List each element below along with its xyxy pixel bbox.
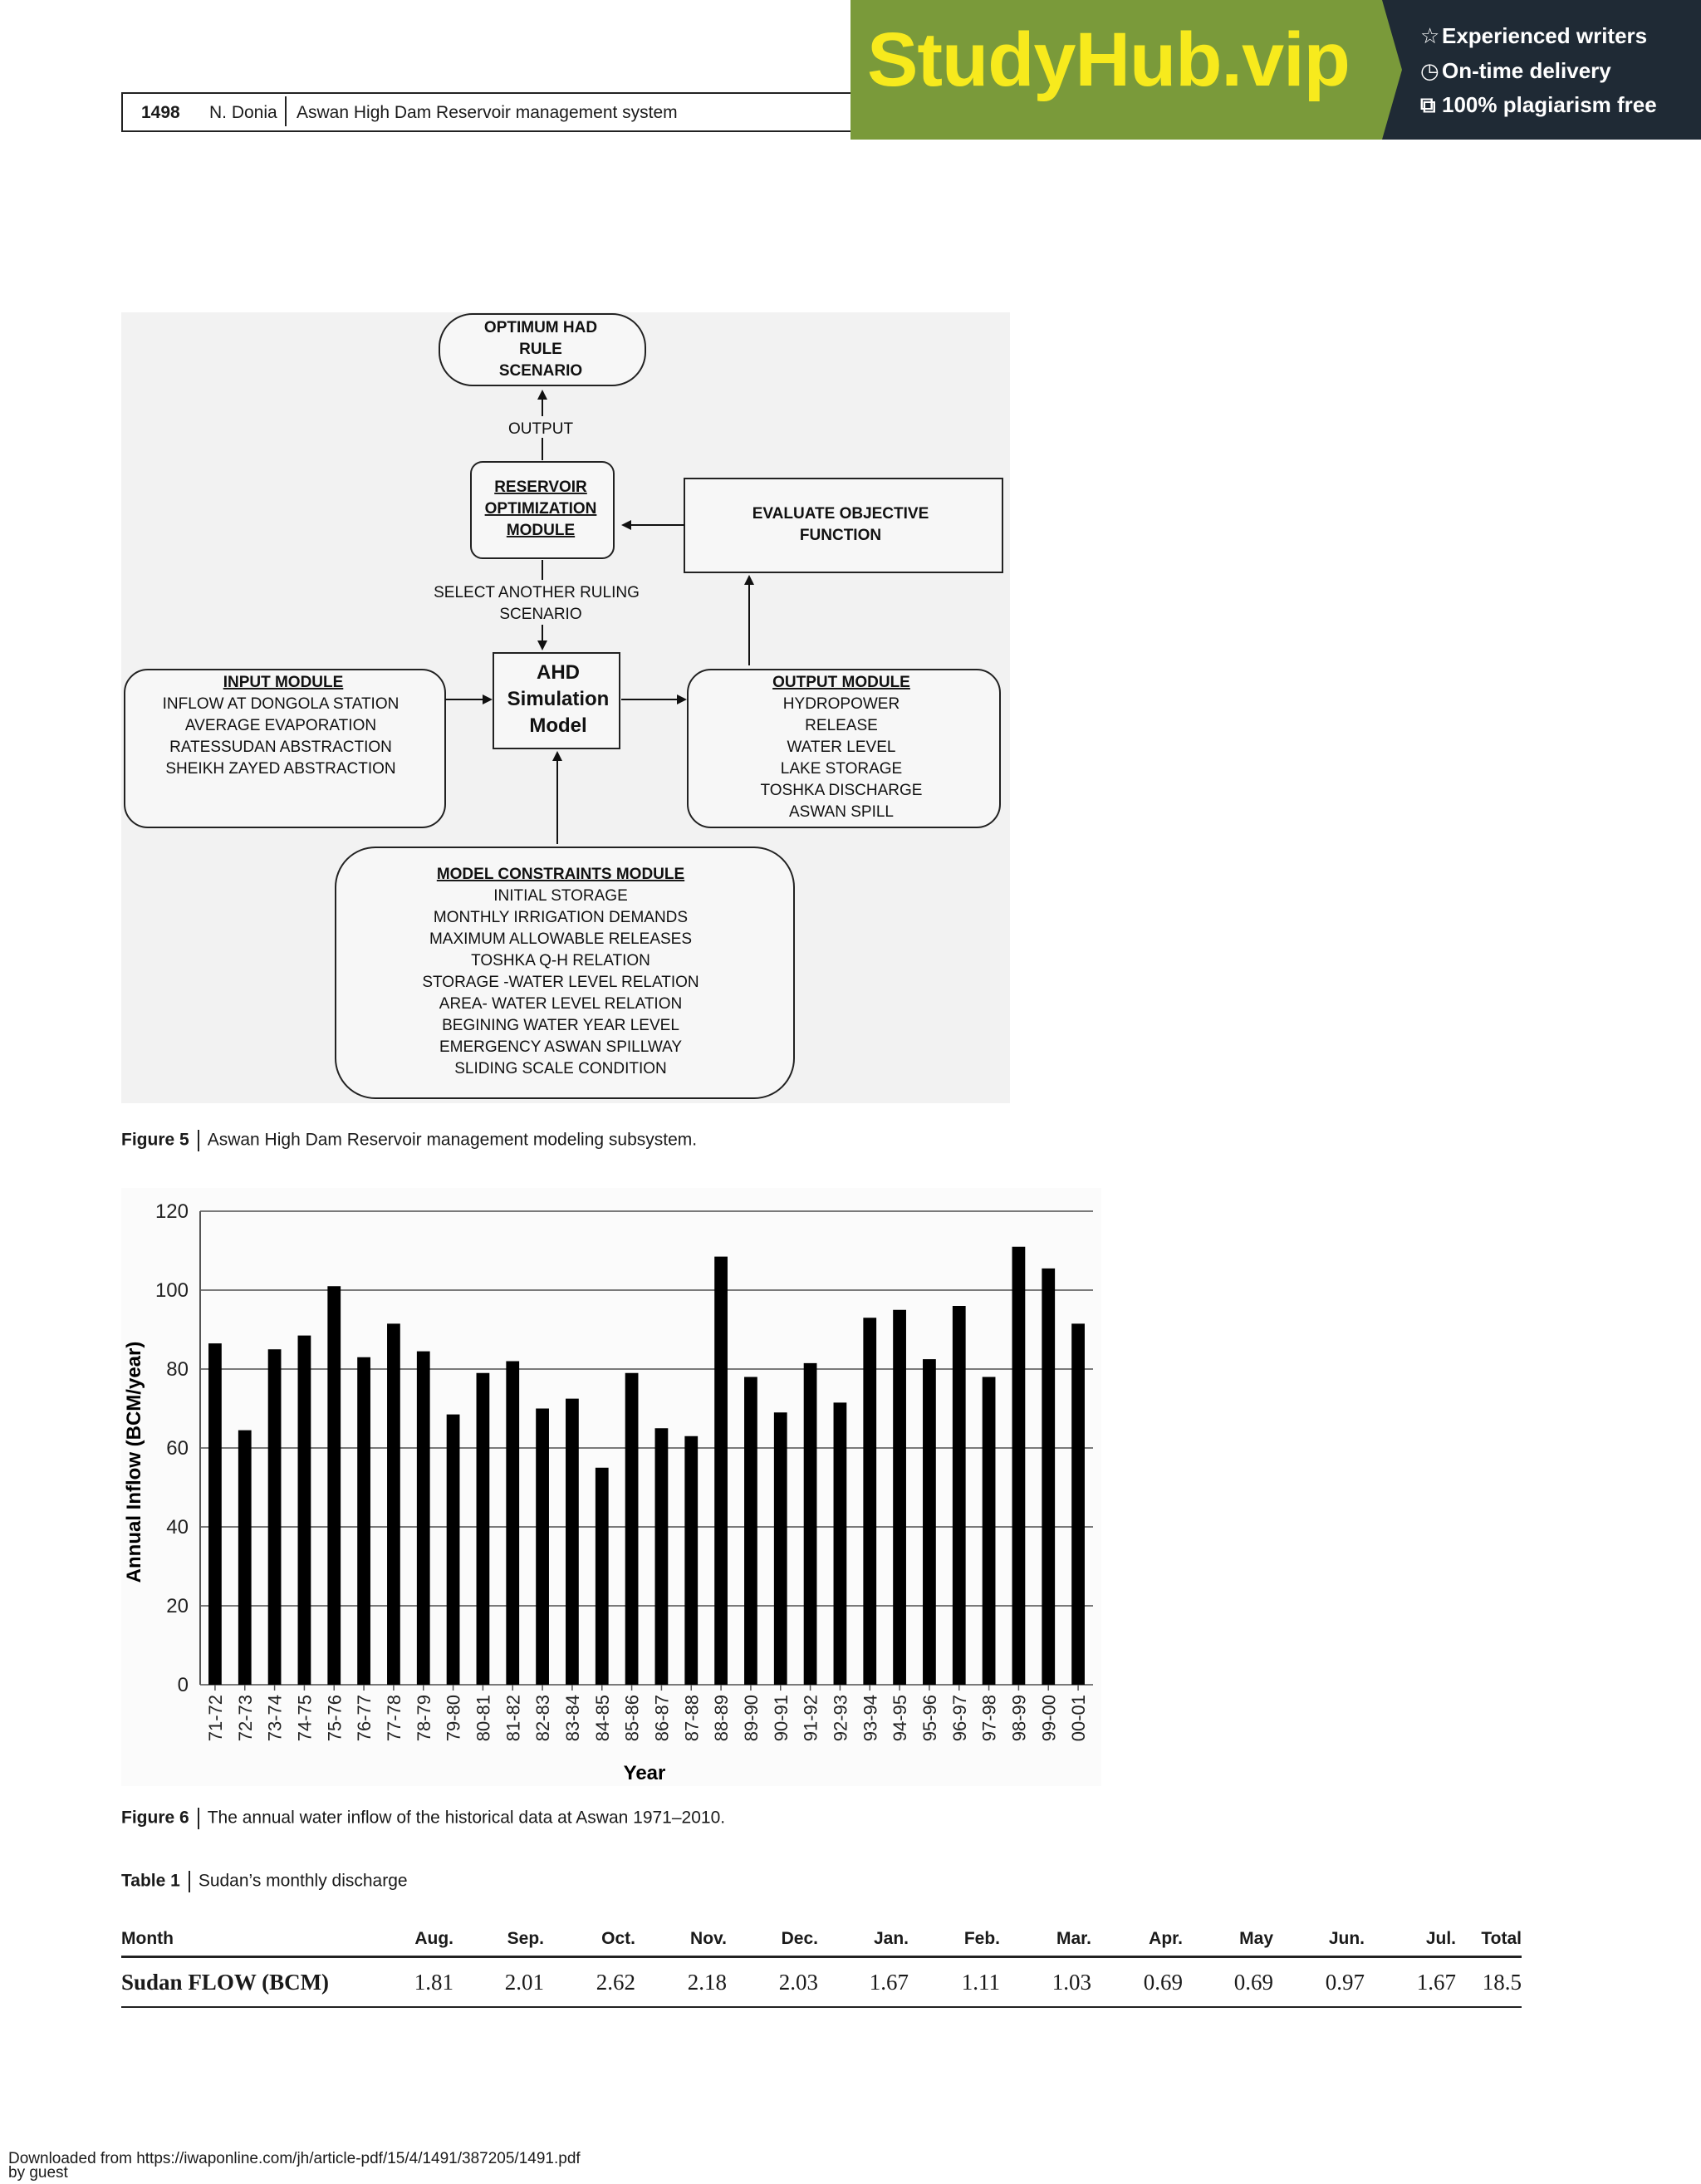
x-tick-label: 83-84 bbox=[561, 1695, 583, 1742]
table-header-cell: Total bbox=[1481, 1929, 1522, 1948]
bar bbox=[684, 1436, 698, 1685]
x-tick-label: 91-92 bbox=[800, 1695, 821, 1742]
bar bbox=[714, 1257, 728, 1685]
table-row-label: Sudan FLOW (BCM) bbox=[121, 1970, 330, 1995]
table-header-cell: Jan. bbox=[873, 1929, 909, 1948]
bar bbox=[477, 1373, 490, 1685]
table1-caption-label: Table 1 bbox=[121, 1871, 180, 1891]
x-tick-label: 95-96 bbox=[919, 1695, 940, 1742]
figure5-caption bbox=[121, 1130, 697, 1151]
output-module-item: RELEASE bbox=[805, 717, 878, 734]
x-tick-label: 76-77 bbox=[354, 1695, 375, 1742]
input-module-title: INPUT MODULE bbox=[223, 674, 344, 691]
input-module-item: RATESSUDAN ABSTRACTION bbox=[169, 739, 392, 756]
table-cell: 2.18 bbox=[687, 1970, 727, 1995]
y-tick-label: 40 bbox=[166, 1516, 189, 1539]
output-module-item: HYDROPOWER bbox=[782, 695, 900, 713]
table-cell: 2.62 bbox=[596, 1970, 635, 1995]
table-header-cell: Jun. bbox=[1328, 1929, 1365, 1948]
x-tick-label: 85-86 bbox=[621, 1695, 643, 1742]
bar bbox=[536, 1409, 549, 1686]
evaluate-line: FUNCTION bbox=[799, 527, 882, 544]
table-header-cell: Dec. bbox=[781, 1929, 818, 1948]
x-tick-label: 99-00 bbox=[1038, 1695, 1060, 1742]
table-header-cell: Nov. bbox=[690, 1929, 727, 1948]
evaluate-line: EVALUATE OBJECTIVE bbox=[752, 505, 929, 523]
table-header-cell: Oct. bbox=[601, 1929, 635, 1948]
figure5-caption-text: Aswan High Dam Reservoir management modeling subsystem. bbox=[207, 1130, 698, 1150]
table-cell: 1.11 bbox=[961, 1970, 1000, 1995]
x-axis-label: Year bbox=[623, 1762, 666, 1784]
bar bbox=[625, 1373, 639, 1685]
y-tick-label: 120 bbox=[154, 1200, 189, 1223]
optimization-line: RESERVOIR bbox=[494, 479, 587, 496]
x-tick-label: 73-74 bbox=[264, 1695, 286, 1742]
constraints-item: MONTHLY IRRIGATION DEMANDS bbox=[433, 909, 689, 926]
x-tick-label: 96-97 bbox=[949, 1695, 970, 1742]
constraints-item: BEGINING WATER YEAR LEVEL bbox=[442, 1017, 679, 1034]
table-cell: 2.01 bbox=[504, 1970, 544, 1995]
x-tick-label: 90-91 bbox=[770, 1695, 792, 1742]
output-module-item: WATER LEVEL bbox=[787, 739, 896, 756]
x-tick-label: 72-73 bbox=[234, 1695, 256, 1742]
table-cell: 0.97 bbox=[1325, 1970, 1365, 1995]
x-tick-label: 92-93 bbox=[830, 1695, 851, 1742]
table1-caption bbox=[121, 1871, 408, 1892]
bar bbox=[863, 1318, 876, 1685]
bar bbox=[357, 1357, 370, 1685]
bar bbox=[893, 1310, 906, 1685]
constraints-item: TOSHKA Q-H RELATION bbox=[471, 952, 650, 969]
x-tick-label: 74-75 bbox=[294, 1695, 316, 1742]
running-head-title: Aswan High Dam Reservoir management system bbox=[297, 103, 678, 122]
bar bbox=[1071, 1323, 1085, 1685]
y-tick-label: 60 bbox=[166, 1437, 189, 1460]
footer-line: Downloaded from https://iwaponline.com/jh/article-pdf/15/4/1491/387205/1491.pdf bbox=[8, 2150, 581, 2167]
ad-banner[interactable] bbox=[850, 0, 1701, 140]
bar bbox=[327, 1286, 341, 1685]
x-tick-label: 00-01 bbox=[1068, 1695, 1090, 1742]
table1-caption-text: Sudan’s monthly discharge bbox=[198, 1871, 408, 1891]
x-tick-label: 98-99 bbox=[1008, 1695, 1030, 1742]
table-header-row bbox=[121, 1919, 1522, 1958]
x-tick-label: 97-98 bbox=[978, 1695, 1000, 1742]
table-cell: 1.03 bbox=[1051, 1970, 1091, 1995]
running-head-author: N. Donia bbox=[209, 103, 277, 122]
clock-icon: ◷ bbox=[1420, 58, 1439, 83]
bar bbox=[1012, 1247, 1026, 1685]
table-header-cell: May bbox=[1239, 1929, 1273, 1948]
bar bbox=[923, 1359, 936, 1685]
table-header-cell: Feb. bbox=[963, 1929, 1000, 1948]
constraints-item: STORAGE -WATER LEVEL RELATION bbox=[422, 974, 699, 991]
x-tick-label: 79-80 bbox=[443, 1695, 464, 1742]
bar bbox=[238, 1431, 252, 1685]
bar bbox=[655, 1428, 669, 1685]
x-tick-label: 89-90 bbox=[740, 1695, 762, 1742]
bar bbox=[804, 1363, 817, 1685]
table-header-cell: Month bbox=[121, 1929, 174, 1948]
table-cell: 1.67 bbox=[869, 1970, 909, 1995]
select-line: SCENARIO bbox=[499, 606, 582, 623]
x-tick-label: 82-83 bbox=[532, 1695, 554, 1742]
caption-divider bbox=[198, 1130, 199, 1151]
simulation-line: Simulation bbox=[507, 688, 610, 710]
x-tick-label: 80-81 bbox=[473, 1695, 494, 1742]
constraints-title: MODEL CONSTRAINTS MODULE bbox=[436, 866, 685, 883]
constraints-item: EMERGENCY ASWAN SPILLWAY bbox=[439, 1038, 683, 1056]
x-tick-label: 88-89 bbox=[711, 1695, 733, 1742]
constraints-item: SLIDING SCALE CONDITION bbox=[454, 1060, 667, 1077]
x-tick-label: 75-76 bbox=[324, 1695, 346, 1742]
bar bbox=[953, 1306, 966, 1685]
bar bbox=[774, 1412, 787, 1685]
input-module-item: SHEIKH ZAYED ABSTRACTION bbox=[165, 760, 396, 778]
figure6-chart bbox=[121, 1188, 1101, 1786]
figure6-caption bbox=[121, 1808, 725, 1829]
figure6-caption-text: The annual water inflow of the historical data at Aswan 1971–2010. bbox=[207, 1808, 726, 1828]
table-cell: 1.81 bbox=[414, 1970, 453, 1995]
ad-banner-line: ◷ On-time delivery bbox=[1420, 58, 1611, 83]
footer-line: by guest bbox=[8, 2164, 68, 2182]
x-tick-label: 81-82 bbox=[502, 1695, 524, 1742]
x-tick-label: 87-88 bbox=[681, 1695, 703, 1742]
bar bbox=[208, 1343, 222, 1685]
ad-banner-arrow bbox=[1382, 0, 1402, 140]
download-footer bbox=[8, 2152, 581, 2180]
x-tick-label: 71-72 bbox=[204, 1695, 226, 1742]
ad-banner-line: ☆ Experienced writers bbox=[1420, 23, 1648, 48]
bar bbox=[983, 1377, 996, 1686]
bar bbox=[566, 1399, 579, 1685]
table-cell: 0.69 bbox=[1233, 1970, 1273, 1995]
table-header-cell: Aug. bbox=[414, 1929, 453, 1948]
bar bbox=[447, 1415, 460, 1685]
table-header-cell: Jul. bbox=[1425, 1929, 1456, 1948]
evaluate-box bbox=[684, 479, 1002, 572]
optimum-line: SCENARIO bbox=[498, 362, 583, 380]
ad-banner-line: ⧉ 100% plagiarism free bbox=[1420, 92, 1657, 117]
running-head-divider bbox=[285, 96, 287, 126]
bar bbox=[387, 1323, 400, 1685]
constraints-item: AREA- WATER LEVEL RELATION bbox=[439, 995, 683, 1013]
star-icon: ☆ bbox=[1420, 23, 1440, 48]
constraints-item: MAXIMUM ALLOWABLE RELEASES bbox=[429, 930, 693, 948]
table-cell: 1.67 bbox=[1416, 1970, 1456, 1995]
bar bbox=[298, 1336, 311, 1685]
table-cell: 18.5 bbox=[1482, 1970, 1522, 1995]
optimum-line: RULE bbox=[519, 341, 562, 358]
caption-divider bbox=[189, 1871, 190, 1892]
constraints-item: INITIAL STORAGE bbox=[493, 887, 628, 905]
table-header-cell: Apr. bbox=[1149, 1929, 1183, 1948]
input-module-item: AVERAGE EVAPORATION bbox=[184, 717, 377, 734]
x-tick-label: 84-85 bbox=[591, 1695, 613, 1742]
select-line: SELECT ANOTHER RULING bbox=[434, 584, 640, 601]
figure5-diagram bbox=[121, 312, 1010, 1103]
figure5-caption-label: Figure 5 bbox=[121, 1130, 189, 1150]
figure6-caption-label: Figure 6 bbox=[121, 1808, 189, 1828]
output-module-item: LAKE STORAGE bbox=[780, 760, 903, 778]
optimization-line: MODULE bbox=[506, 522, 576, 539]
bar bbox=[417, 1352, 430, 1685]
output-label: OUTPUT bbox=[507, 420, 574, 438]
table-header-cell: Mar. bbox=[1056, 1929, 1091, 1948]
y-axis-label: Annual Inflow (BCM/year) bbox=[123, 1341, 145, 1583]
table1 bbox=[121, 1919, 1522, 2008]
table-cell: 0.69 bbox=[1143, 1970, 1183, 1995]
input-module-item: INFLOW AT DONGOLA STATION bbox=[162, 695, 400, 713]
bar bbox=[1042, 1269, 1055, 1685]
x-tick-label: 77-78 bbox=[383, 1695, 404, 1742]
optimum-line: OPTIMUM HAD bbox=[483, 319, 598, 336]
y-tick-label: 80 bbox=[166, 1358, 189, 1381]
page-number: 1498 bbox=[141, 103, 180, 122]
simulation-line: AHD bbox=[537, 661, 580, 684]
output-module-title: OUTPUT MODULE bbox=[772, 674, 910, 691]
caption-divider bbox=[198, 1808, 199, 1829]
output-module-item: ASWAN SPILL bbox=[788, 803, 895, 821]
table-header-cell: Sep. bbox=[507, 1929, 544, 1948]
output-module-item: TOSHKA DISCHARGE bbox=[760, 782, 923, 799]
simulation-line: Model bbox=[529, 714, 587, 737]
bar bbox=[834, 1402, 847, 1685]
bar bbox=[268, 1349, 282, 1685]
y-tick-label: 0 bbox=[177, 1674, 189, 1696]
x-tick-label: 93-94 bbox=[860, 1695, 881, 1742]
y-tick-label: 100 bbox=[154, 1279, 189, 1302]
bar bbox=[744, 1377, 757, 1686]
y-tick-label: 20 bbox=[166, 1595, 189, 1617]
optimization-line: OPTIMIZATION bbox=[484, 500, 597, 518]
x-tick-label: 94-95 bbox=[890, 1695, 911, 1742]
bar bbox=[596, 1468, 609, 1685]
bar bbox=[506, 1362, 519, 1686]
x-tick-label: 86-87 bbox=[651, 1695, 673, 1742]
table-row bbox=[121, 1958, 1522, 2008]
table-cell: 2.03 bbox=[778, 1970, 818, 1995]
ad-banner-brand-panel bbox=[850, 0, 1382, 140]
x-tick-label: 78-79 bbox=[413, 1695, 434, 1742]
copy-icon: ⧉ bbox=[1420, 92, 1436, 117]
ad-banner-brand: StudyHub.vip bbox=[867, 17, 1350, 102]
